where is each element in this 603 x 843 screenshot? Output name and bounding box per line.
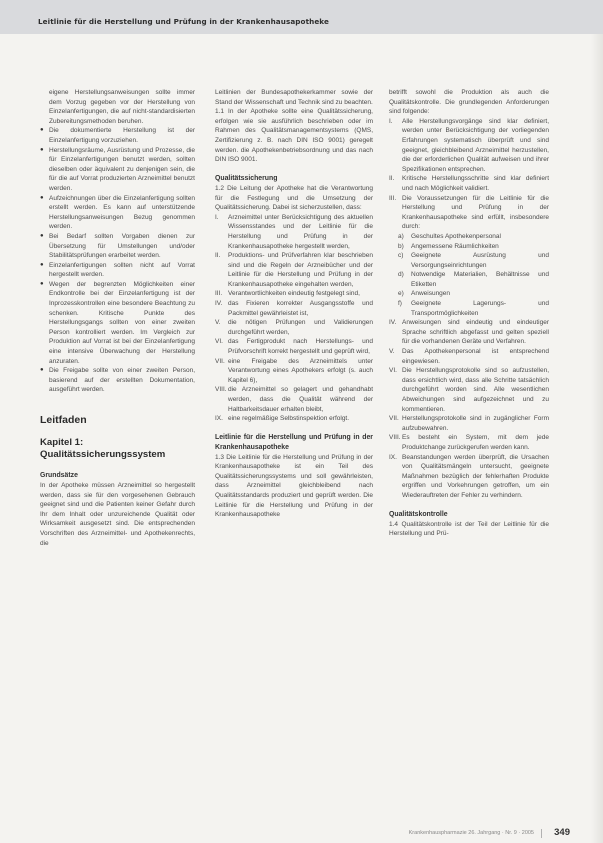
list-item-text: die Arzneimittel so gelagert und gehandhabt werden, dass die Qualität während der Haltbarkeitsdauer erhalten bleibt,	[228, 386, 373, 413]
paragraph: betrifft sowohl die Produktion als auch die Qualitätskontrolle. Die grundlegenden Anforderungen sind folgende:	[389, 89, 549, 116]
list-item-number: f)	[398, 300, 402, 308]
list-item-number: IV.	[215, 300, 223, 308]
list-item	[215, 289, 373, 299]
list-item-number: III.	[215, 290, 223, 298]
bullet-item	[40, 261, 195, 280]
list-item	[215, 357, 373, 386]
list-item-text: Herstellungsprotokolle sind in zugänglicher Form aufzubewahren.	[402, 415, 549, 432]
list-item	[389, 289, 549, 299]
footer-divider	[541, 829, 542, 838]
bullet-item	[40, 280, 195, 366]
list-item-number: IX.	[215, 415, 223, 423]
subheading-qualitatskontrolle: Qualitätskontrolle	[389, 511, 448, 519]
list-item-text: Anweisungen sind eindeutig und eindeutiger Sprache schriftlich abgefasst und gelten speziell für die vorhandenen Geräte und Verfahren.	[402, 319, 549, 346]
list-item-number: c)	[398, 252, 404, 260]
list-item	[215, 251, 373, 289]
list-item-number: VI.	[215, 338, 223, 346]
list-item-text: Beanstandungen werden überprüft, die Ursachen von Qualitätsmängeln untersucht, geeignete Maßnahmen bezüglich der fehlerhaften Produkte ergriffen und Vorkehrungen getroffen, um ein Wiederauftreten der Fehler zu verhindern.	[402, 453, 549, 499]
list-item	[389, 232, 549, 242]
list-item-text: Anweisungen	[411, 290, 451, 298]
list-item-text: Das Apothekenpersonal ist entsprechend eingewiesen.	[402, 348, 549, 365]
list-item-number: I.	[389, 117, 393, 125]
list-item-number: IV.	[389, 319, 397, 327]
bullet-text: Aufzeichnungen über die Einzelanfertigung sollten erstellt werden. Es kann auf unterstützende Herstellungsanweisungen Bezug genommen werden.	[49, 194, 195, 231]
page-number: 349	[554, 827, 570, 838]
bullet-item	[40, 146, 195, 194]
list-item-text: Produktions- und Prüfverfahren klar beschrieben sind und die Regeln der Arzneibücher und der Leitlinie für die Herstellung und Prüfung in der Krankenhausapotheke eingehalten werden,	[228, 252, 373, 288]
page-edge-shadow	[591, 34, 603, 843]
running-header-title: Leitlinie für die Herstellung und Prüfung in der Krankenhausapotheke	[38, 17, 329, 26]
bullet-text: Die dokumentierte Herstellung ist der Einzelanfertigung vorzuziehen.	[49, 127, 195, 144]
lettered-list	[389, 232, 549, 318]
text-column-3	[389, 88, 549, 539]
section-title: Leitfaden	[40, 414, 87, 427]
bullet-text: Wegen der begrenzten Möglichkeiten einer Endkontrolle bei der Einzelanfertigung ist der Inprozesskontrollen eine besondere Beachtung zu schenken. Kritische Punkte des Herstellungsgangs sollten von einer zweiten Person kontrolliert werden. Im Vergleich zur Produktion auf Vorrat ist bei der Einzelanfertigung eine intensive Überwachung der Herstellung anzuraten.	[49, 280, 195, 365]
list-item-text: Es besteht ein System, mit dem jede Produktchange zurückgerufen werden kann.	[402, 434, 549, 451]
bullet-icon: ●	[40, 127, 44, 134]
subheading-qualitatssicherung: Qualitätssicherung	[215, 175, 278, 183]
bullet-text: Einzelanfertigungen sollten nicht auf Vorrat hergestellt werden.	[49, 261, 195, 279]
bullet-item	[40, 126, 195, 145]
list-item	[389, 194, 549, 232]
text-column-1	[40, 88, 195, 548]
list-item	[389, 318, 549, 347]
list-item	[389, 433, 549, 452]
page-footer	[360, 828, 570, 840]
list-item	[389, 366, 549, 414]
list-item-number: VIII.	[389, 434, 401, 442]
list-item-text: eine Freigabe des Arzneimittels unter Verantwortung eines Apothekers erfolgt (s. auch Kapitel 6),	[228, 357, 373, 384]
list-item-number: II.	[215, 252, 221, 260]
paragraph: Leitlinien der Bundesapothekerkammer sowie der Stand der Wissenschaft und Technik sind zu beachten.	[215, 89, 373, 106]
list-item-number: IX.	[389, 453, 397, 461]
list-item-text: eine regelmäßige Selbstinspektion erfolgt.	[228, 415, 350, 423]
paragraph: 1.4 Qualitätskontrolle ist der Teil der Leitlinie für die Herstellung und Prü-	[389, 520, 549, 538]
list-item	[389, 347, 549, 366]
list-item-text: Geeignete Lagerungs- und Transportmöglichkeiten	[411, 300, 549, 317]
list-item-number: d)	[398, 271, 404, 279]
list-item	[215, 299, 373, 318]
list-item-number: VII.	[215, 357, 225, 365]
list-item	[215, 385, 373, 414]
list-item	[389, 453, 549, 501]
list-item	[389, 299, 549, 318]
list-item	[389, 414, 549, 433]
text-column-2	[215, 88, 373, 520]
list-item-text: Kritische Herstellungsschritte sind klar definiert und nach Möglichkeit validiert.	[402, 175, 549, 192]
numbered-list	[215, 213, 373, 424]
numbered-list	[389, 318, 549, 500]
list-item-text: das Fertigprodukt nach Herstellungs- und Prüfvorschrift korrekt hergestellt und geprüft wird,	[228, 338, 373, 356]
list-item-number: VII.	[389, 415, 399, 423]
bullet-text: Die Freigabe sollte von einer zweiten Person, basierend auf der erstellten Dokumentation, ausgeführt werden.	[49, 367, 195, 394]
list-item-text: Die Herstellungsprotokolle sind so aufzustellen, dass ersichtlich wird, dass alle Schritte tatsächlich durchgeführt worden sind. Alle wesentlichen Abweichungen sind aufgezeichnet und zu kommentieren.	[402, 367, 549, 413]
list-item	[389, 270, 549, 289]
list-item-number: II.	[389, 175, 395, 183]
list-item	[215, 337, 373, 356]
bullet-icon: ●	[40, 367, 44, 374]
list-item-text: Geschultes Apothekenpersonal	[411, 232, 501, 240]
chapter-title: Qualitätssicherungssystem	[40, 449, 166, 461]
bullet-item	[40, 366, 195, 395]
list-item-text: Geeignete Ausrüstung und Versorgungseinrichtungen	[411, 252, 549, 269]
bullet-icon: ●	[40, 146, 44, 153]
paragraph: 1.3 Die Leitlinie für die Herstellung und Prüfung in der Krankenhausapotheke ist ein Teil des Qualitätssicherungssystems und soll gewährleisten, dass Arzneimittel gleichbleibend nach Qualitätsstandards produziert und geprüft werden. Die Leitlinie für die Herstellung und Prüfung in der Krankenhausapotheke	[215, 453, 373, 519]
list-item-number: VIII.	[215, 386, 227, 394]
paragraph: In der Apotheke müssen Arzneimittel so hergestellt werden, dass sie für den vorgesehenen Gebrauch geeignet sind und die Patienten keiner Gefahr durch Ihr dem Inhalt oder unzureichende Qualität oder Wirksamkeit ausgesetzt sind. Die entsprechenden Vorschriften des Arzneimittel- und Apothekenrechts, die	[40, 481, 195, 547]
list-item-text: Arzneimittel unter Berücksichtigung des aktuellen Wissensstandes und der Leitlinie für die Herstellung und Prüfung in der Krankenhausapotheke hergestellt werden,	[228, 213, 373, 250]
list-item	[215, 213, 373, 251]
list-item	[389, 242, 549, 252]
paragraph: 1.2 Die Leitung der Apotheke hat die Verantwortung für die Festlegung und die Umsetzung der Qualitätssicherung. Dabei ist sicherzustellen, dass:	[215, 184, 373, 212]
list-item-number: b)	[398, 242, 404, 250]
bullet-list	[40, 126, 195, 395]
subheading-leitlinie: Leitlinie für die Herstellung und Prüfung in der Krankenhausapotheke	[215, 434, 373, 451]
list-item-number: III.	[389, 194, 397, 202]
bullet-icon: ●	[40, 194, 44, 201]
list-item	[215, 414, 373, 424]
list-item-text: die nötigen Prüfungen und Validierungen durchgeführt werden,	[228, 319, 373, 336]
paragraph: 1.1 In der Apotheke sollte eine Qualitätssicherung, erfolgen wie sie ausführlich beschrieben oder im Rahmen des Qualitätsmanagementsystems (QMS, Zertifizierung z. B. nach DIN ISO 9001) geregelt werden. die Apothekenbetriebsordnung und das nach DIN ISO 9001.	[215, 108, 373, 164]
list-item-number: a)	[398, 232, 404, 240]
list-item-text: Die Voraussetzungen für die Leitlinie für die Herstellung und Prüfung in der Krankenhausapotheke sind erfüllt, insbesondere durch:	[402, 194, 549, 231]
bullet-icon: ●	[40, 280, 44, 287]
bullet-icon: ●	[40, 232, 44, 239]
journal-citation: Krankenhauspharmazie 26. Jahrgang · Nr. 9 · 2005	[408, 830, 534, 836]
bullet-item	[40, 194, 195, 232]
running-header	[0, 0, 603, 34]
list-item	[215, 318, 373, 337]
list-item-number: e)	[398, 290, 404, 298]
numbered-list	[389, 117, 549, 232]
bullet-item	[40, 232, 195, 261]
paragraph: eigene Herstellungsanweisungen sollte immer dem Vorzug gegeben vor der Herstellung von Einzelanfertigungen, die auf nicht-standardisierten Zubereitungsmethoden beruhen.	[49, 89, 195, 125]
bullet-text: Herstellungsräume, Ausrüstung und Prozesse, die für Einzelanfertigungen benutzt werden, sollten dieselben oder äquivalent zu denjenigen sein, die für die auf Vorrat produzierten Arzneimittel benutzt werden.	[49, 146, 195, 192]
list-item-number: V.	[389, 348, 395, 356]
list-item-text: das Fixieren korrekter Ausgangsstoffe und Packmittel gewährleistet ist,	[228, 300, 373, 317]
list-item-number: I.	[215, 213, 219, 221]
list-item-text: Angemessene Räumlichkeiten	[411, 242, 499, 250]
list-item	[389, 251, 549, 270]
list-item	[389, 117, 549, 175]
subheading-grundsatze: Grundsätze	[40, 472, 78, 480]
list-item	[389, 174, 549, 193]
list-item-number: V.	[215, 319, 221, 327]
list-item-number: VI.	[389, 367, 397, 375]
bullet-icon: ●	[40, 261, 44, 268]
list-item-text: Verantwortlichkeiten eindeutig festgelegt sind,	[228, 290, 360, 298]
list-item-text: Notwendige Materialien, Behältnisse und Etiketten	[411, 271, 549, 288]
list-item-text: Alle Herstellungsvorgänge sind klar definiert, werden unter Berücksichtigung der vorliegenden Erfahrungen systematisch überprüft und sind geeignet, gleichbleibend Arzneimittel herzustellen, die der erforderlichen Qualität aufweisen und ihrer Spezifikationen entsprechen.	[402, 117, 549, 173]
bullet-text: Bei Bedarf sollten Vorgaben dienen zur Übersetzung für Umstellungen und/oder Stabilitätsprüfungen erarbeitet werden.	[49, 232, 195, 260]
chapter-number: Kapitel 1:	[40, 436, 84, 448]
